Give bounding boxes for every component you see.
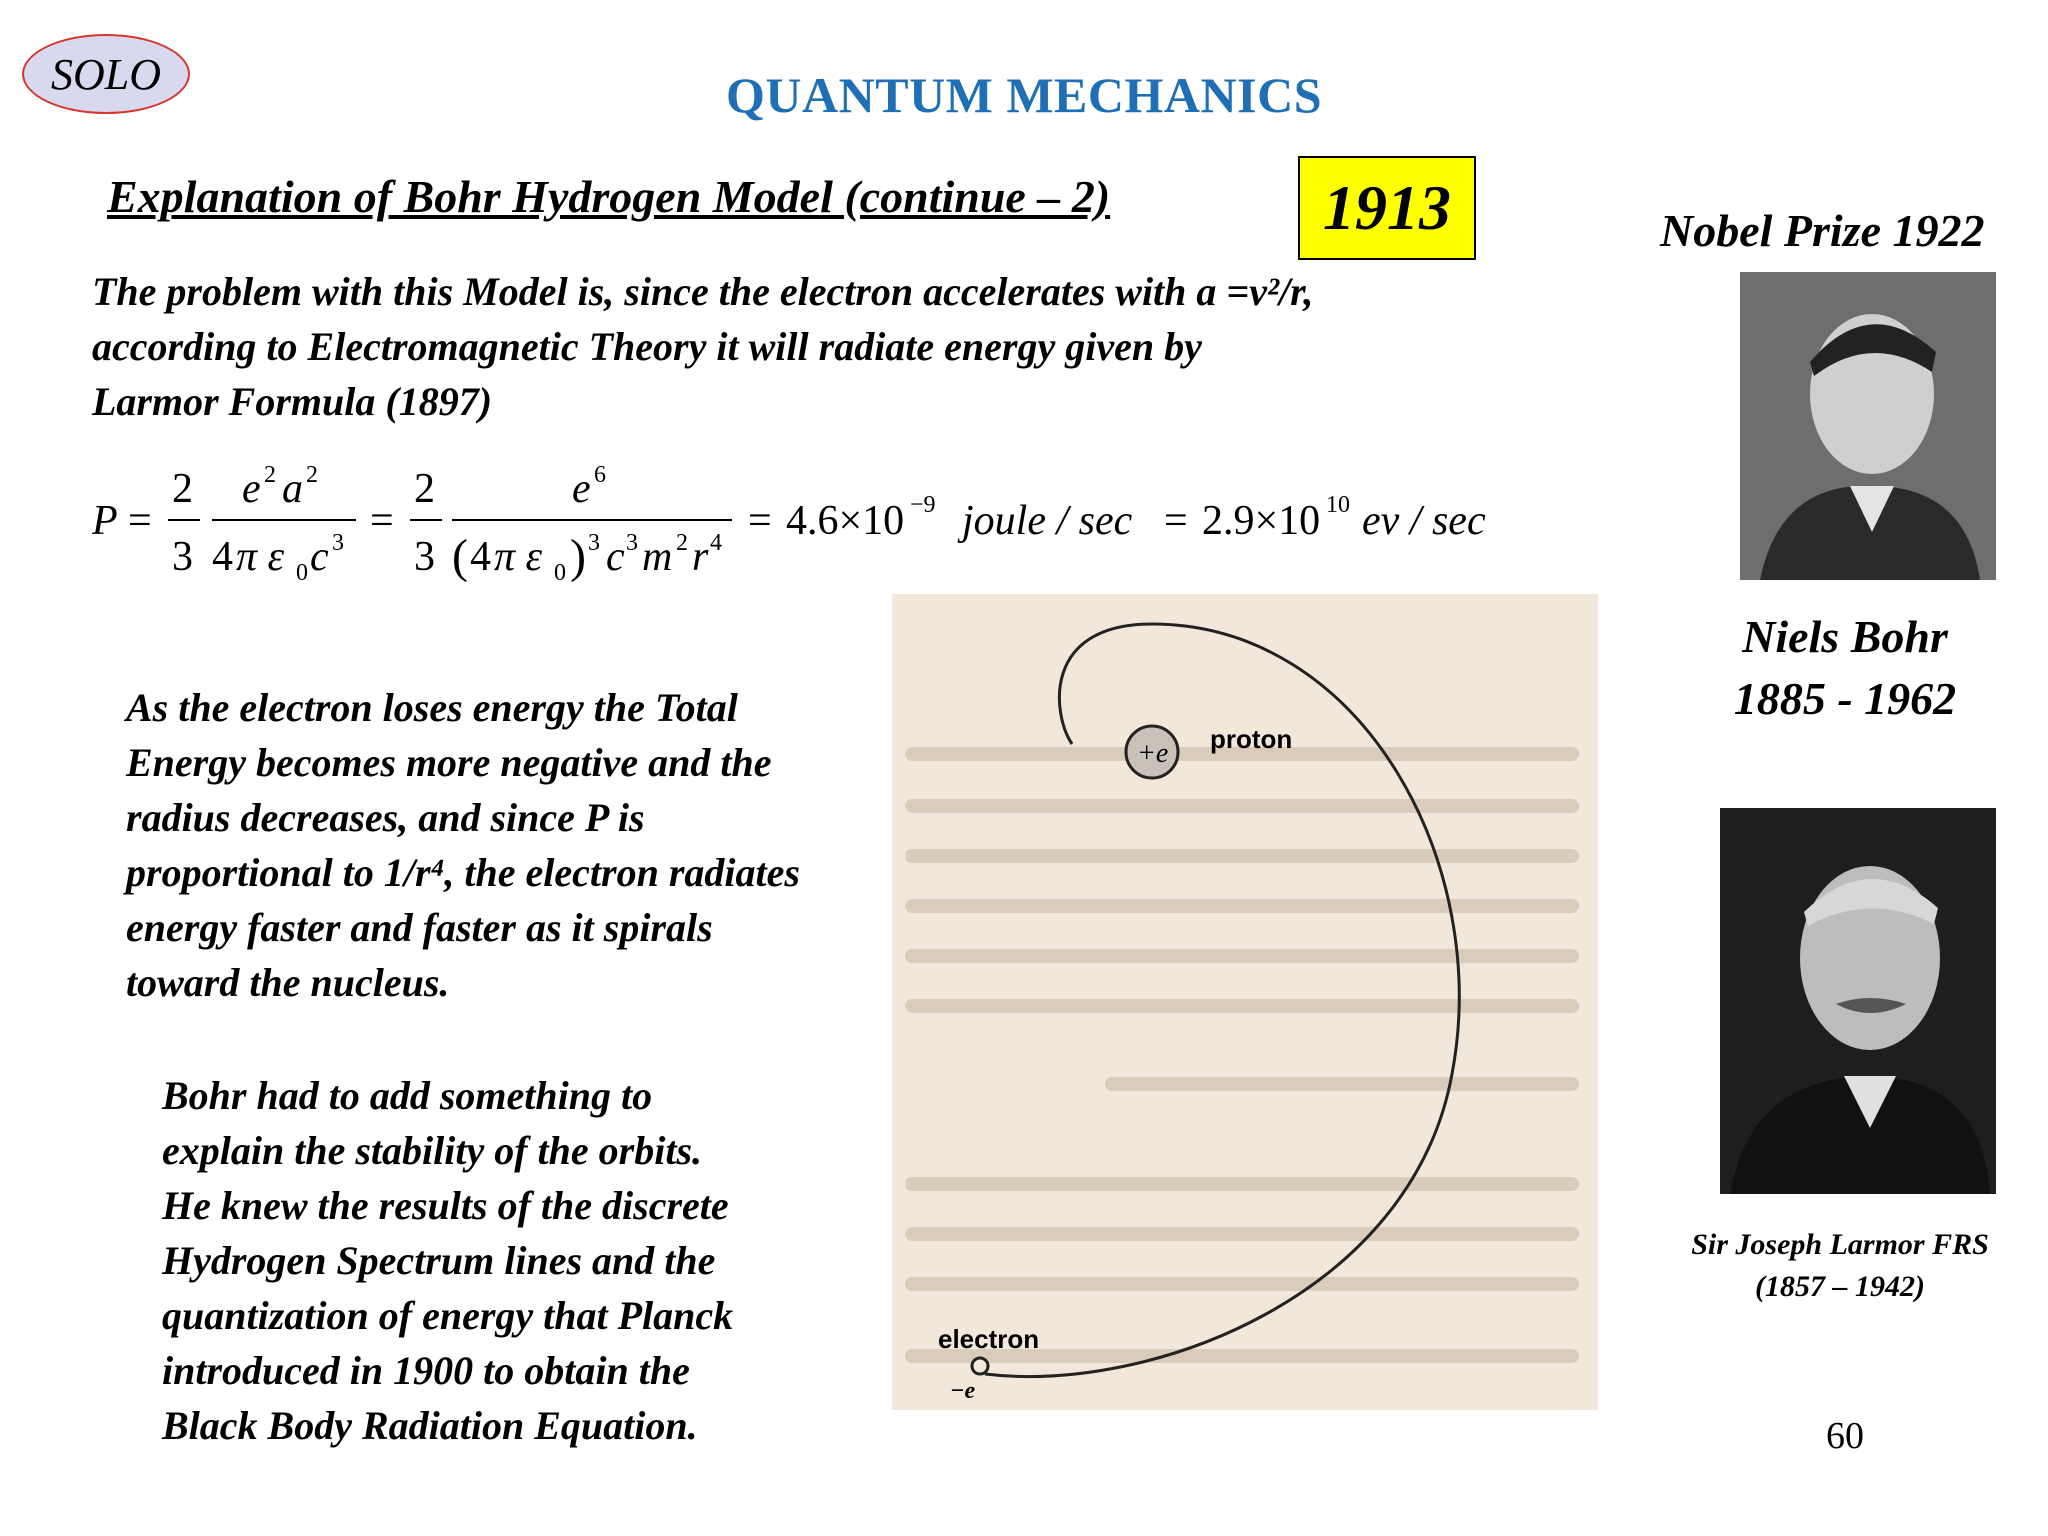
joseph-larmor-caption <box>1640 1224 2040 1308</box>
svg-text:e: e <box>572 466 591 512</box>
svg-text:2: 2 <box>306 462 318 488</box>
svg-text:2: 2 <box>172 466 193 512</box>
svg-text:4: 4 <box>470 534 491 580</box>
svg-text:4: 4 <box>710 530 722 556</box>
svg-text:c: c <box>310 534 329 580</box>
svg-text:π ε: π ε <box>494 534 543 580</box>
paragraph-line: introduced in 1900 to obtain the <box>162 1348 690 1393</box>
svg-text:4: 4 <box>212 534 233 580</box>
bohr-name: Niels Bohr <box>1742 611 1948 662</box>
svg-text:π ε: π ε <box>236 534 285 580</box>
svg-text:3: 3 <box>332 530 344 556</box>
svg-text:=: = <box>128 498 152 544</box>
year-badge: 1913 <box>1298 156 1476 260</box>
bohr-addition-paragraph <box>162 1068 733 1453</box>
svg-text:(: ( <box>452 530 468 583</box>
bohr-years: 1885 - 1962 <box>1733 673 1957 724</box>
electron-label: electron <box>938 1324 1040 1354</box>
electron-symbol: −e <box>950 1378 976 1404</box>
svg-text:r: r <box>692 534 709 580</box>
paragraph-line: Bohr had to add something to <box>162 1073 653 1118</box>
larmor-years: (1857 – 1942) <box>1755 1270 1925 1303</box>
formula-lhs: P <box>92 498 118 544</box>
result-2-exp: 10 <box>1326 492 1350 518</box>
page-number: 60 <box>1826 1415 1864 1457</box>
result-1: 4.6×10 <box>786 498 905 544</box>
svg-text:3: 3 <box>588 530 600 556</box>
proton-label: proton <box>1210 724 1293 754</box>
nobel-prize-label: Nobel Prize 1922 <box>1660 205 1985 256</box>
svg-text:0: 0 <box>554 560 566 586</box>
section-subtitle: Explanation of Bohr Hydrogen Model (continue – 2) <box>107 171 1111 222</box>
svg-text:m: m <box>642 534 673 580</box>
paragraph-line: Energy becomes more negative and the <box>126 740 772 785</box>
svg-text:=: = <box>370 498 394 544</box>
formula-svg <box>92 452 1532 602</box>
result-1-exp: −9 <box>910 492 936 518</box>
paragraph-line: Black Body Radiation Equation. <box>162 1403 698 1448</box>
paragraph-line: quantization of energy that Planck <box>162 1293 734 1338</box>
svg-text:=: = <box>748 498 772 544</box>
portrait-svg <box>1740 272 1996 580</box>
portrait-svg <box>1720 808 1996 1194</box>
svg-text:): ) <box>570 530 586 583</box>
svg-text:0: 0 <box>296 560 308 586</box>
unit-1: joule / sec <box>962 498 1133 544</box>
niels-bohr-photo <box>1740 272 1996 580</box>
larmor-formula <box>92 452 1532 602</box>
svg-text:a: a <box>282 466 303 512</box>
svg-text:2: 2 <box>414 466 435 512</box>
paragraph-line: toward the nucleus. <box>126 960 450 1005</box>
paragraph-line: radius decreases, and since P is <box>126 795 645 840</box>
svg-text:c: c <box>606 534 625 580</box>
niels-bohr-caption <box>1660 606 2030 730</box>
svg-text:3: 3 <box>414 534 435 580</box>
paragraph-line: He knew the results of the discrete <box>162 1183 729 1228</box>
unit-2: ev / sec <box>1362 498 1486 544</box>
svg-text:3: 3 <box>172 534 193 580</box>
paragraph-line: As the electron loses energy the Total <box>126 685 738 730</box>
svg-text:6: 6 <box>594 462 606 488</box>
result-2: 2.9×10 <box>1202 498 1321 544</box>
paragraph-line: energy faster and faster as it spirals <box>126 905 713 950</box>
svg-text:3: 3 <box>626 530 638 556</box>
larmor-name: Sir Joseph Larmor FRS <box>1691 1228 1989 1261</box>
electron-circle <box>972 1358 988 1374</box>
page-title: QUANTUM MECHANICS <box>726 67 1322 123</box>
paragraph-line: proportional to 1/r⁴, the electron radiates <box>126 850 800 895</box>
intro-line: The problem with this Model is, since the electron accelerates with a =v²/r, <box>92 269 1314 314</box>
solo-logo: SOLO <box>22 34 190 114</box>
intro-paragraph <box>92 264 1313 429</box>
paragraph-line: explain the stability of the orbits. <box>162 1128 703 1173</box>
svg-text:2: 2 <box>264 462 276 488</box>
joseph-larmor-photo <box>1720 808 1996 1194</box>
svg-text:2: 2 <box>676 530 688 556</box>
proton-symbol: +e <box>1137 738 1169 769</box>
paragraph-line: Hydrogen Spectrum lines and the <box>162 1238 716 1283</box>
intro-line: Larmor Formula (1897) <box>92 379 493 424</box>
spiral-orbit-diagram <box>892 594 1598 1410</box>
diagram-svg <box>892 594 1598 1410</box>
svg-text:=: = <box>1164 498 1188 544</box>
energy-loss-paragraph <box>126 680 800 1010</box>
intro-line: according to Electromagnetic Theory it will radiate energy given by <box>92 324 1202 369</box>
svg-text:e: e <box>242 466 261 512</box>
